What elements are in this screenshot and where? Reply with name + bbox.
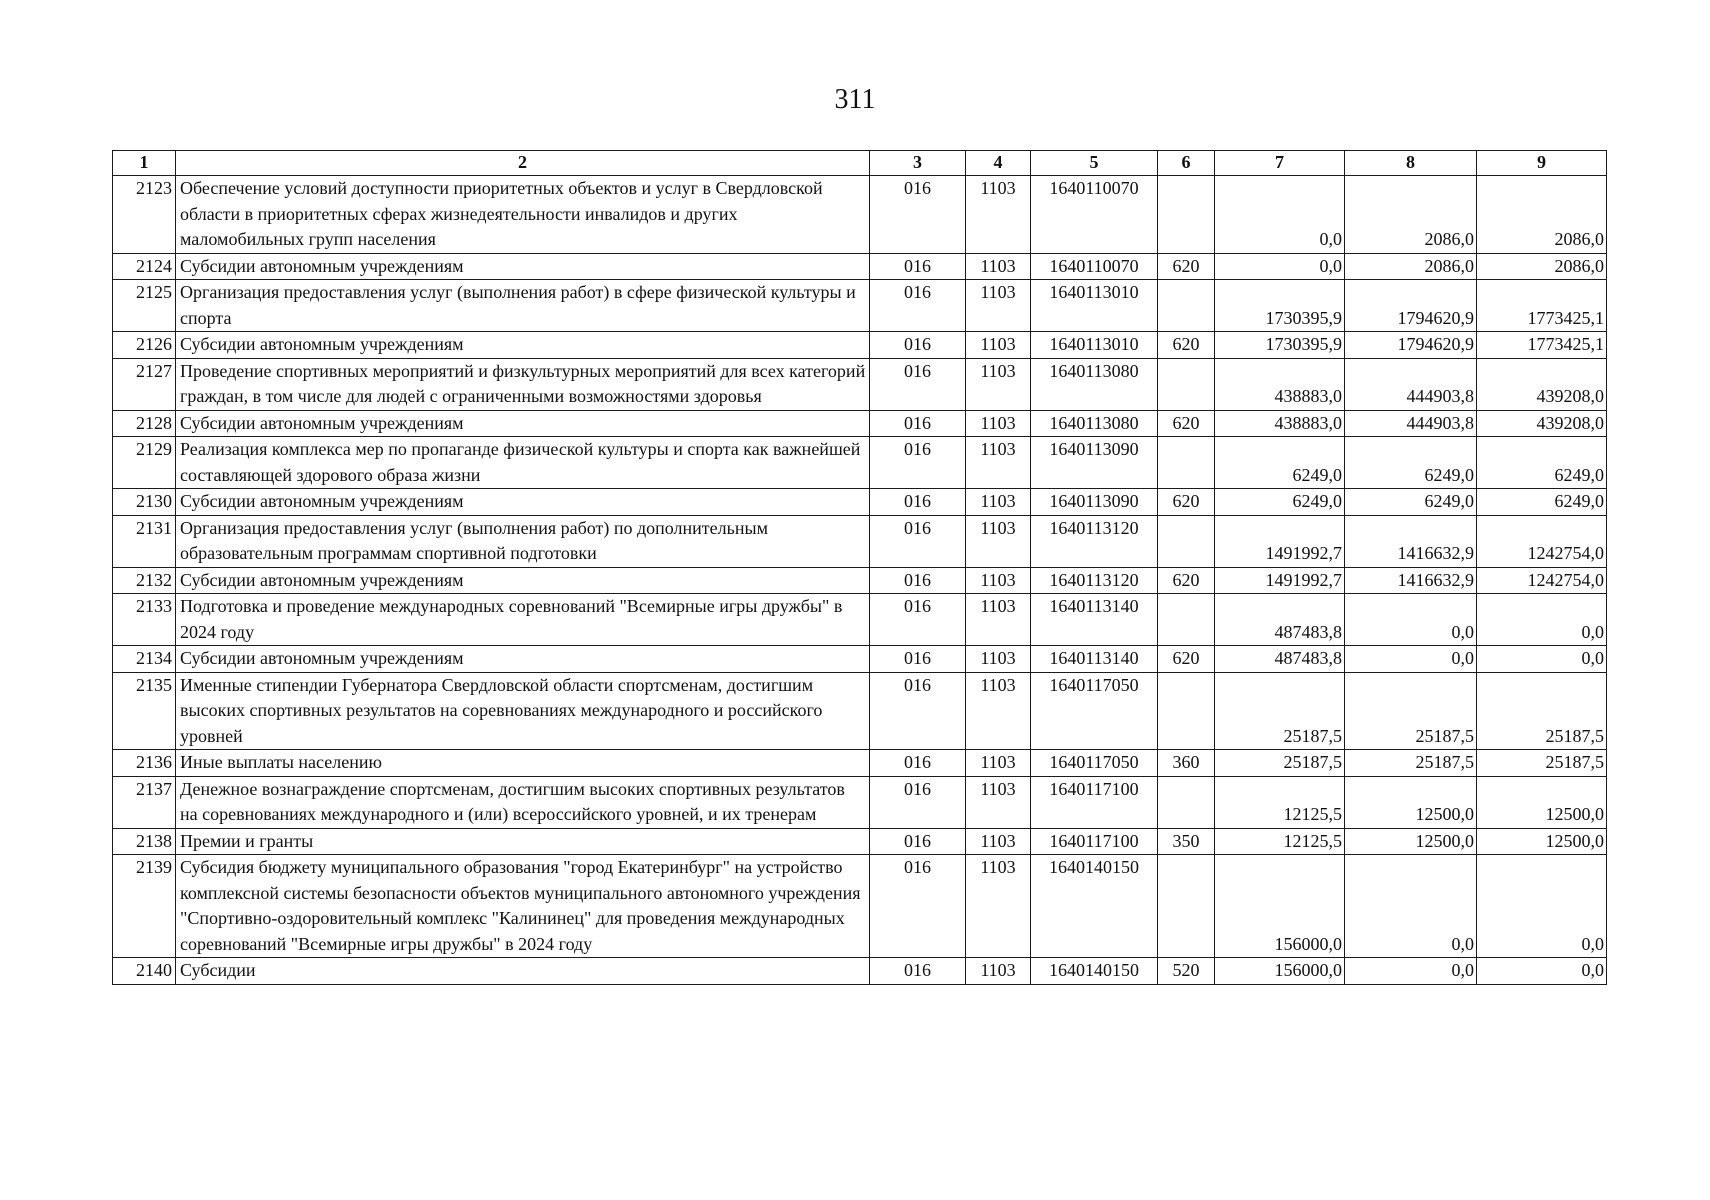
expense-type-code: 620 bbox=[1158, 253, 1215, 280]
amount-year-3: 0,0 bbox=[1477, 594, 1607, 646]
row-number: 2125 bbox=[113, 280, 176, 332]
table-row bbox=[113, 332, 1607, 359]
row-name: Субсидия бюджету муниципального образования "город Екатеринбург" на устройство комплексной системы безопасности объектов муниципального автономного учреждения "Спортивно-оздоровительный комплекс "Калининец" для проведения международных соревнований "Всемирные игры дружбы" в 2024 году bbox=[176, 855, 870, 958]
section-code: 1103 bbox=[966, 646, 1031, 673]
ministry-code: 016 bbox=[870, 646, 966, 673]
table-row bbox=[113, 410, 1607, 437]
row-name: Проведение спортивных мероприятий и физкультурных мероприятий для всех категорий граждан, в том числе для людей с ограниченными возможностями здоровья bbox=[176, 358, 870, 410]
table-row bbox=[113, 776, 1607, 828]
amount-year-1: 25187,5 bbox=[1215, 672, 1345, 750]
amount-year-2: 1794620,9 bbox=[1345, 280, 1477, 332]
row-name: Денежное вознаграждение спортсменам, достигшим высоких спортивных результатов на соревнованиях международного и (или) всероссийского уровней, и их тренерам bbox=[176, 776, 870, 828]
page-number: 311 bbox=[834, 84, 876, 115]
section-code: 1103 bbox=[966, 958, 1031, 985]
table-row bbox=[113, 253, 1607, 280]
amount-year-1: 12125,5 bbox=[1215, 776, 1345, 828]
row-number: 2133 bbox=[113, 594, 176, 646]
table-row bbox=[113, 828, 1607, 855]
section-code: 1103 bbox=[966, 176, 1031, 254]
ministry-code: 016 bbox=[870, 437, 966, 489]
expense-type-code: 350 bbox=[1158, 828, 1215, 855]
amount-year-2: 2086,0 bbox=[1345, 176, 1477, 254]
row-name: Субсидии автономным учреждениям bbox=[176, 646, 870, 673]
column-header: 3 bbox=[870, 151, 966, 176]
ministry-code: 016 bbox=[870, 776, 966, 828]
expense-type-code bbox=[1158, 594, 1215, 646]
article-code: 1640113120 bbox=[1031, 567, 1158, 594]
amount-year-3: 1773425,1 bbox=[1477, 280, 1607, 332]
row-name: Реализация комплекса мер по пропаганде физической культуры и спорта как важнейшей составляющей здорового образа жизни bbox=[176, 437, 870, 489]
column-header: 7 bbox=[1215, 151, 1345, 176]
table-row bbox=[113, 176, 1607, 254]
amount-year-2: 6249,0 bbox=[1345, 437, 1477, 489]
column-header: 8 bbox=[1345, 151, 1477, 176]
ministry-code: 016 bbox=[870, 567, 966, 594]
table-row bbox=[113, 855, 1607, 958]
section-code: 1103 bbox=[966, 437, 1031, 489]
ministry-code: 016 bbox=[870, 855, 966, 958]
amount-year-3: 0,0 bbox=[1477, 958, 1607, 985]
row-name: Субсидии автономным учреждениям bbox=[176, 567, 870, 594]
expense-type-code: 620 bbox=[1158, 646, 1215, 673]
row-number: 2124 bbox=[113, 253, 176, 280]
amount-year-3: 0,0 bbox=[1477, 855, 1607, 958]
article-code: 1640113140 bbox=[1031, 594, 1158, 646]
row-name: Иные выплаты населению bbox=[176, 750, 870, 777]
amount-year-2: 2086,0 bbox=[1345, 253, 1477, 280]
section-code: 1103 bbox=[966, 567, 1031, 594]
amount-year-2: 0,0 bbox=[1345, 594, 1477, 646]
amount-year-3: 439208,0 bbox=[1477, 410, 1607, 437]
article-code: 1640117050 bbox=[1031, 672, 1158, 750]
section-code: 1103 bbox=[966, 750, 1031, 777]
article-code: 1640140150 bbox=[1031, 855, 1158, 958]
column-header: 2 bbox=[176, 151, 870, 176]
table-body bbox=[113, 176, 1607, 985]
ministry-code: 016 bbox=[870, 332, 966, 359]
ministry-code: 016 bbox=[870, 410, 966, 437]
section-code: 1103 bbox=[966, 515, 1031, 567]
ministry-code: 016 bbox=[870, 672, 966, 750]
column-header: 1 bbox=[113, 151, 176, 176]
row-number: 2128 bbox=[113, 410, 176, 437]
row-name: Именные стипендии Губернатора Свердловской области спортсменам, достигшим высоких спортивных результатов на соревнованиях международного и российского уровней bbox=[176, 672, 870, 750]
amount-year-3: 2086,0 bbox=[1477, 253, 1607, 280]
amount-year-1: 0,0 bbox=[1215, 176, 1345, 254]
row-number: 2134 bbox=[113, 646, 176, 673]
amount-year-2: 25187,5 bbox=[1345, 750, 1477, 777]
table-row bbox=[113, 280, 1607, 332]
section-code: 1103 bbox=[966, 828, 1031, 855]
amount-year-1: 1491992,7 bbox=[1215, 567, 1345, 594]
row-number: 2127 bbox=[113, 358, 176, 410]
expense-type-code: 620 bbox=[1158, 489, 1215, 516]
amount-year-1: 438883,0 bbox=[1215, 358, 1345, 410]
row-name: Организация предоставления услуг (выполнения работ) по дополнительным образовательным программам спортивной подготовки bbox=[176, 515, 870, 567]
amount-year-3: 439208,0 bbox=[1477, 358, 1607, 410]
section-code: 1103 bbox=[966, 410, 1031, 437]
article-code: 1640117100 bbox=[1031, 776, 1158, 828]
row-number: 2136 bbox=[113, 750, 176, 777]
expense-type-code bbox=[1158, 280, 1215, 332]
section-code: 1103 bbox=[966, 855, 1031, 958]
expense-type-code bbox=[1158, 515, 1215, 567]
table-row bbox=[113, 594, 1607, 646]
row-number: 2130 bbox=[113, 489, 176, 516]
table-row bbox=[113, 567, 1607, 594]
ministry-code: 016 bbox=[870, 515, 966, 567]
column-header: 4 bbox=[966, 151, 1031, 176]
expense-type-code: 620 bbox=[1158, 410, 1215, 437]
table-row bbox=[113, 515, 1607, 567]
row-number: 2129 bbox=[113, 437, 176, 489]
row-number: 2126 bbox=[113, 332, 176, 359]
amount-year-2: 6249,0 bbox=[1345, 489, 1477, 516]
amount-year-1: 6249,0 bbox=[1215, 437, 1345, 489]
expense-type-code bbox=[1158, 358, 1215, 410]
article-code: 1640113010 bbox=[1031, 280, 1158, 332]
row-number: 2137 bbox=[113, 776, 176, 828]
article-code: 1640113080 bbox=[1031, 410, 1158, 437]
amount-year-2: 1416632,9 bbox=[1345, 515, 1477, 567]
amount-year-3: 25187,5 bbox=[1477, 672, 1607, 750]
section-code: 1103 bbox=[966, 253, 1031, 280]
row-name: Субсидии автономным учреждениям bbox=[176, 253, 870, 280]
ministry-code: 016 bbox=[870, 176, 966, 254]
amount-year-3: 12500,0 bbox=[1477, 776, 1607, 828]
ministry-code: 016 bbox=[870, 253, 966, 280]
amount-year-1: 156000,0 bbox=[1215, 958, 1345, 985]
amount-year-3: 0,0 bbox=[1477, 646, 1607, 673]
amount-year-3: 2086,0 bbox=[1477, 176, 1607, 254]
table-row bbox=[113, 958, 1607, 985]
amount-year-3: 1242754,0 bbox=[1477, 515, 1607, 567]
ministry-code: 016 bbox=[870, 594, 966, 646]
amount-year-1: 25187,5 bbox=[1215, 750, 1345, 777]
article-code: 1640113140 bbox=[1031, 646, 1158, 673]
table-header-row bbox=[113, 151, 1607, 176]
amount-year-3: 25187,5 bbox=[1477, 750, 1607, 777]
expense-type-code bbox=[1158, 176, 1215, 254]
amount-year-3: 1242754,0 bbox=[1477, 567, 1607, 594]
amount-year-3: 12500,0 bbox=[1477, 828, 1607, 855]
expense-type-code: 620 bbox=[1158, 567, 1215, 594]
column-header: 5 bbox=[1031, 151, 1158, 176]
amount-year-1: 0,0 bbox=[1215, 253, 1345, 280]
amount-year-2: 25187,5 bbox=[1345, 672, 1477, 750]
expense-type-code bbox=[1158, 437, 1215, 489]
amount-year-3: 1773425,1 bbox=[1477, 332, 1607, 359]
amount-year-2: 444903,8 bbox=[1345, 410, 1477, 437]
ministry-code: 016 bbox=[870, 280, 966, 332]
ministry-code: 016 bbox=[870, 828, 966, 855]
row-name: Премии и гранты bbox=[176, 828, 870, 855]
row-number: 2140 bbox=[113, 958, 176, 985]
row-name: Субсидии автономным учреждениям bbox=[176, 489, 870, 516]
amount-year-2: 0,0 bbox=[1345, 958, 1477, 985]
row-number: 2131 bbox=[113, 515, 176, 567]
ministry-code: 016 bbox=[870, 358, 966, 410]
budget-table bbox=[112, 150, 1607, 985]
article-code: 1640113010 bbox=[1031, 332, 1158, 359]
article-code: 1640113120 bbox=[1031, 515, 1158, 567]
expense-type-code: 520 bbox=[1158, 958, 1215, 985]
column-header: 6 bbox=[1158, 151, 1215, 176]
row-name: Субсидии автономным учреждениям bbox=[176, 332, 870, 359]
amount-year-1: 6249,0 bbox=[1215, 489, 1345, 516]
ministry-code: 016 bbox=[870, 489, 966, 516]
row-number: 2139 bbox=[113, 855, 176, 958]
table-row bbox=[113, 646, 1607, 673]
amount-year-2: 0,0 bbox=[1345, 646, 1477, 673]
amount-year-2: 12500,0 bbox=[1345, 828, 1477, 855]
expense-type-code bbox=[1158, 672, 1215, 750]
amount-year-2: 12500,0 bbox=[1345, 776, 1477, 828]
article-code: 1640117050 bbox=[1031, 750, 1158, 777]
article-code: 1640113090 bbox=[1031, 489, 1158, 516]
column-header: 9 bbox=[1477, 151, 1607, 176]
row-number: 2135 bbox=[113, 672, 176, 750]
expense-type-code: 620 bbox=[1158, 332, 1215, 359]
amount-year-1: 1730395,9 bbox=[1215, 280, 1345, 332]
article-code: 1640110070 bbox=[1031, 176, 1158, 254]
row-number: 2138 bbox=[113, 828, 176, 855]
row-name: Субсидии автономным учреждениям bbox=[176, 410, 870, 437]
amount-year-1: 1491992,7 bbox=[1215, 515, 1345, 567]
row-name: Субсидии bbox=[176, 958, 870, 985]
amount-year-2: 1794620,9 bbox=[1345, 332, 1477, 359]
section-code: 1103 bbox=[966, 594, 1031, 646]
article-code: 1640140150 bbox=[1031, 958, 1158, 985]
amount-year-2: 444903,8 bbox=[1345, 358, 1477, 410]
section-code: 1103 bbox=[966, 280, 1031, 332]
section-code: 1103 bbox=[966, 358, 1031, 410]
table-row bbox=[113, 672, 1607, 750]
amount-year-1: 156000,0 bbox=[1215, 855, 1345, 958]
amount-year-2: 0,0 bbox=[1345, 855, 1477, 958]
amount-year-1: 438883,0 bbox=[1215, 410, 1345, 437]
table-row bbox=[113, 489, 1607, 516]
expense-type-code bbox=[1158, 776, 1215, 828]
section-code: 1103 bbox=[966, 332, 1031, 359]
amount-year-1: 1730395,9 bbox=[1215, 332, 1345, 359]
amount-year-1: 487483,8 bbox=[1215, 646, 1345, 673]
row-name: Организация предоставления услуг (выполнения работ) в сфере физической культуры и спорта bbox=[176, 280, 870, 332]
expense-type-code bbox=[1158, 855, 1215, 958]
amount-year-3: 6249,0 bbox=[1477, 437, 1607, 489]
article-code: 1640113090 bbox=[1031, 437, 1158, 489]
expense-type-code: 360 bbox=[1158, 750, 1215, 777]
section-code: 1103 bbox=[966, 776, 1031, 828]
row-name: Подготовка и проведение международных соревнований "Всемирные игры дружбы" в 2024 году bbox=[176, 594, 870, 646]
row-name: Обеспечение условий доступности приоритетных объектов и услуг в Свердловской области в приоритетных сферах жизнедеятельности инвалидов и других маломобильных групп населения bbox=[176, 176, 870, 254]
amount-year-3: 6249,0 bbox=[1477, 489, 1607, 516]
amount-year-1: 12125,5 bbox=[1215, 828, 1345, 855]
table-row bbox=[113, 750, 1607, 777]
table-row bbox=[113, 358, 1607, 410]
article-code: 1640117100 bbox=[1031, 828, 1158, 855]
amount-year-1: 487483,8 bbox=[1215, 594, 1345, 646]
row-number: 2123 bbox=[113, 176, 176, 254]
ministry-code: 016 bbox=[870, 750, 966, 777]
article-code: 1640110070 bbox=[1031, 253, 1158, 280]
article-code: 1640113080 bbox=[1031, 358, 1158, 410]
ministry-code: 016 bbox=[870, 958, 966, 985]
amount-year-2: 1416632,9 bbox=[1345, 567, 1477, 594]
row-number: 2132 bbox=[113, 567, 176, 594]
section-code: 1103 bbox=[966, 489, 1031, 516]
table-row bbox=[113, 437, 1607, 489]
section-code: 1103 bbox=[966, 672, 1031, 750]
